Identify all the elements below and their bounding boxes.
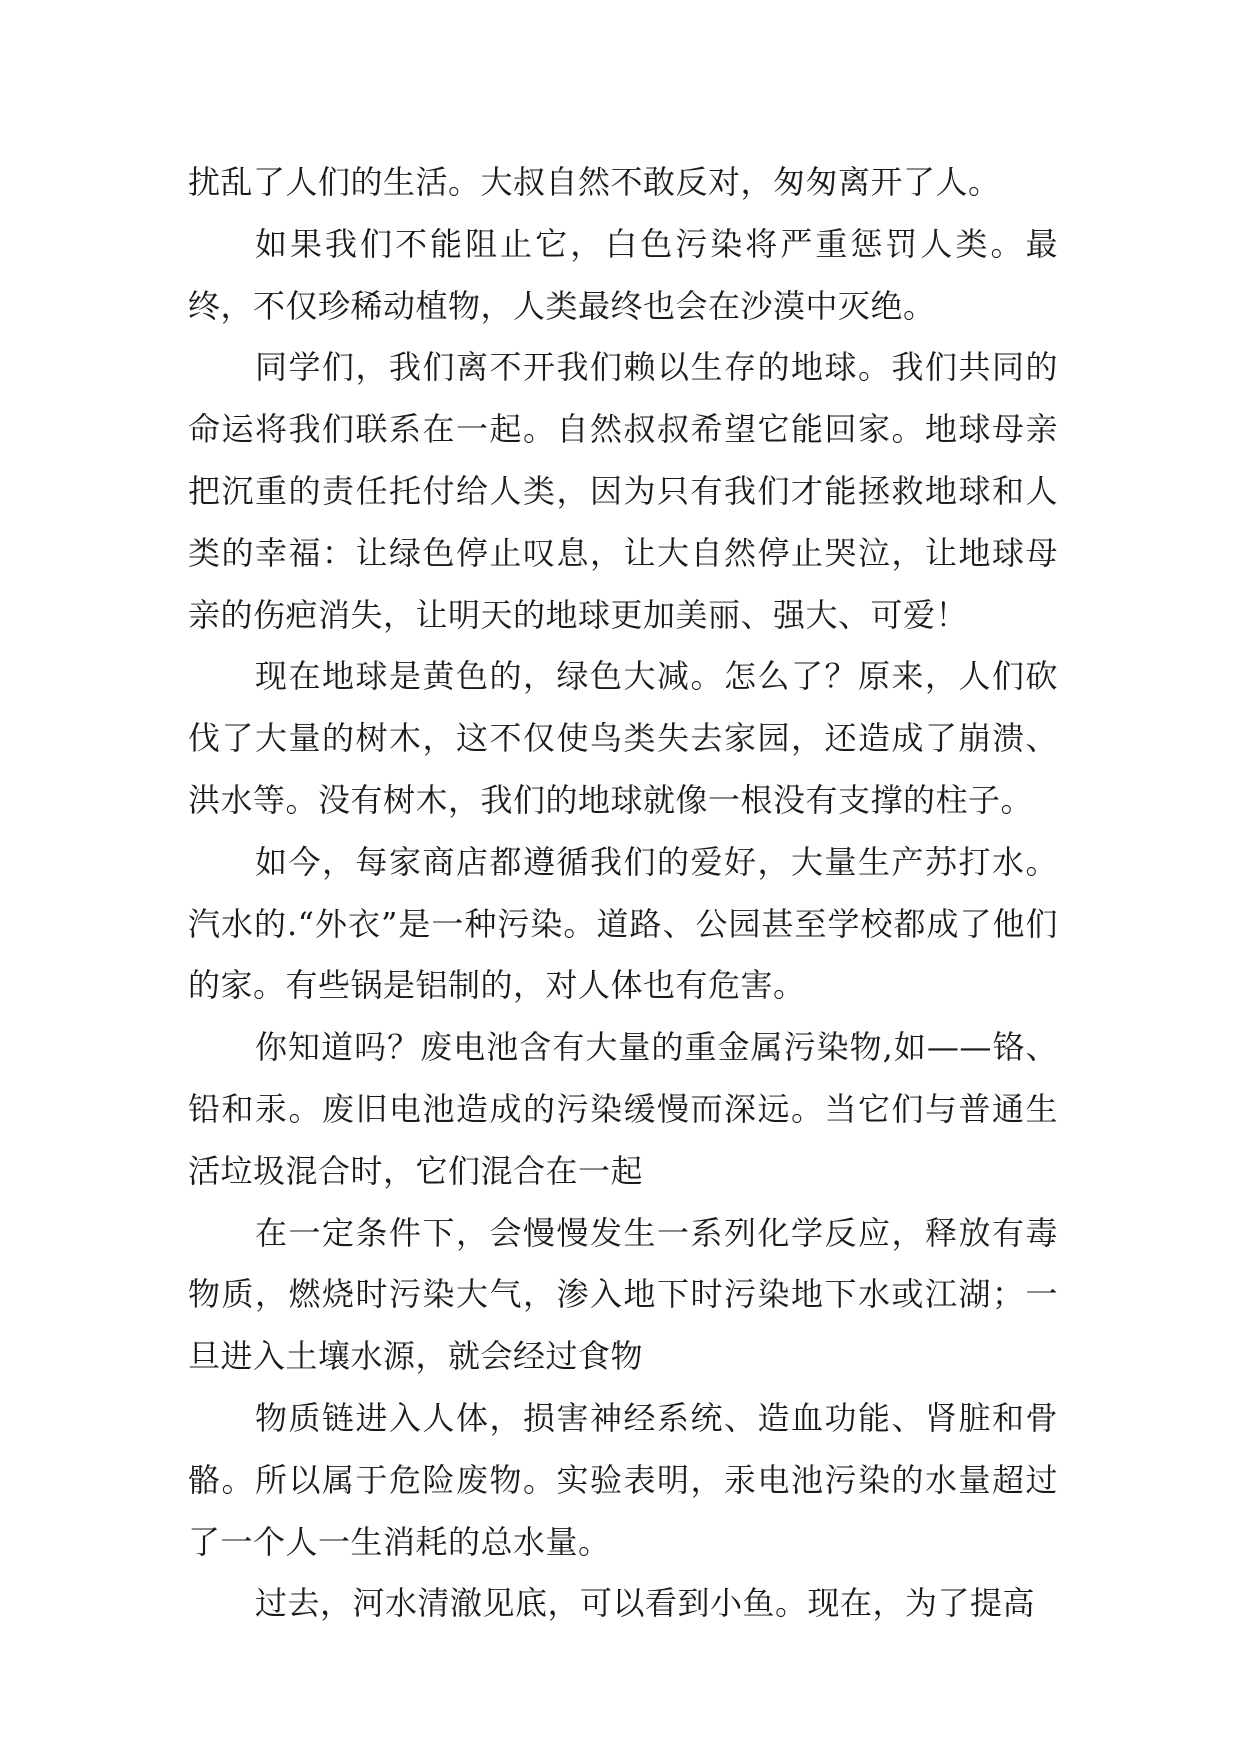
paragraph-6: 你知道吗？废电池含有大量的重金属污染物,如——铬、铅和汞。废旧电池造成的污染缓慢而深远。当它们与普通生活垃圾混合时，它们混合在一起 <box>188 1028 1058 1190</box>
paragraph-5: 如今，每家商店都遵循我们的爱好，大量生产苏打水。汽水的.“外衣”是一种污染。道路、公园甚至学校都成了他们的家。有些锅是铝制的，对人体也有危害。 <box>188 842 1058 1005</box>
paragraph-8: 物质链进入人体，损害神经系统、造血功能、肾脏和骨骼。所以属于危险废物。实验表明，汞电池污染的水量超过了一个人一生消耗的总水量。 <box>188 1398 1058 1561</box>
paragraph-9: 过去，河水清澈见底，可以看到小鱼。现在，为了提高 <box>255 1584 1036 1623</box>
paragraph-1: 扰乱了人们的生活。大叔自然不敢反对，匆匆离开了人。 <box>188 163 1001 201</box>
paragraph-4: 现在地球是黄色的，绿色大减。怎么了？原来，人们砍伐了大量的树木，这不仅使鸟类失去家园，还造成了崩溃、洪水等。没有树木，我们的地球就像一根没有支撑的柱子。 <box>188 657 1058 819</box>
paragraph-3: 同学们，我们离不开我们赖以生存的地球。我们共同的命运将我们联系在一起。自然叔叔希望它能回家。地球母亲把沉重的责任托付给人类，因为只有我们才能拯救地球和人类的幸福：让绿色停止叹息，让大自然停止哭泣，让地球母亲的伤疤消失，让明天的地球更加美丽、强大、可爱！ <box>188 348 1058 634</box>
document-body <box>188 152 1058 1635</box>
paragraph-7: 在一定条件下，会慢慢发生一系列化学反应，释放有毒物质，燃烧时污染大气，渗入地下时污染地下水或江湖；一旦进入土壤水源，就会经过食物 <box>188 1213 1058 1376</box>
paragraph-2: 如果我们不能阻止它，白色污染将严重惩罚人类。最终，不仅珍稀动植物，人类最终也会在沙漠中灭绝。 <box>188 224 1058 325</box>
